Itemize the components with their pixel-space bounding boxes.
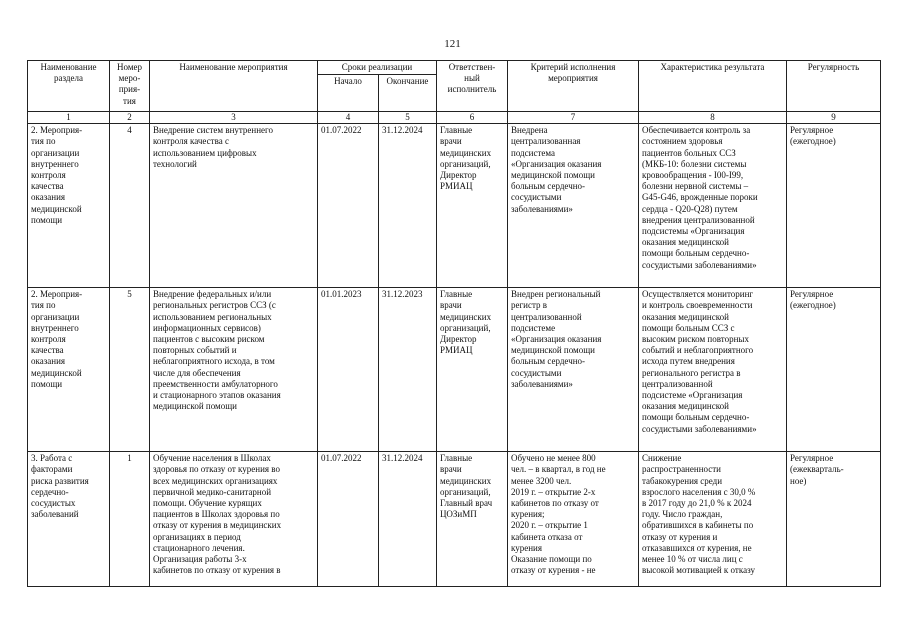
- column-number: 1: [28, 112, 110, 124]
- row-start: 01.07.2022: [318, 452, 379, 587]
- row-end: 31.12.2024: [379, 124, 437, 288]
- row-criterion: Внедрена централизованная подсистема «Организация оказания медицинской помощи больным сердечно- сосудистыми заболеваниями»: [508, 124, 639, 288]
- page-number: 121: [444, 38, 461, 50]
- column-numbers-row: [28, 112, 881, 124]
- row-responsible: Главные врачи медицинских организаций, Директор РМИАЦ: [437, 288, 508, 452]
- row-regularity: Регулярное (ежекварталь- ное): [787, 452, 881, 587]
- row-regularity: Регулярное (ежегодное): [787, 288, 881, 452]
- header-regularity: Регулярность: [787, 61, 881, 112]
- header-terms: Сроки реализации: [318, 61, 437, 75]
- header-end: Окончание: [379, 75, 437, 112]
- header-number: Номер меро- прия- тия: [110, 61, 150, 112]
- row-result: Осуществляется мониторинг и контроль своевременности оказания медицинской помощи больным ССЗ с высоким риском повторных событий и неблагоприятного исхода путем внедрения регионального регистра в централизованной подсистеме «Организация оказания медицинской помощи больным сердечно- сосудистыми заболеваниями»: [639, 288, 787, 452]
- table-row: [28, 288, 881, 452]
- column-number: 5: [379, 112, 437, 124]
- row-criterion: Внедрен региональный регистр в централизованной подсистеме «Организация оказания медицинской помощи больным сердечно- сосудистыми заболеваниями»: [508, 288, 639, 452]
- row-criterion-cell: [508, 452, 639, 587]
- row-number: 4: [110, 124, 150, 288]
- row-section: 3. Работа с факторами риска развития сердечно- сосудистых заболеваний: [28, 452, 110, 587]
- row-section: 2. Мероприя- тия по организации внутреннего контроля качества оказания медицинской помощи: [28, 288, 110, 452]
- header-criterion: Критерий исполнения мероприятия: [508, 61, 639, 112]
- column-number: 4: [318, 112, 379, 124]
- row-start: 01.07.2022: [318, 124, 379, 288]
- row-start: 01.01.2023: [318, 288, 379, 452]
- row-activity: Внедрение систем внутреннего контроля качества с использованием цифровых технологий: [150, 124, 318, 288]
- row-number: 5: [110, 288, 150, 452]
- column-number: 7: [508, 112, 639, 124]
- activities-table: [27, 60, 881, 587]
- row-responsible: Главные врачи медицинских организаций, Главный врач ЦОЗиМП: [437, 452, 508, 587]
- row-result: Снижение распространенности табакокурения среди взрослого населения с 30,0 % в 2017 году до 21,0 % к 2024 году. Число граждан, обратившихся в кабинеты по отказу от курения и отказавшихся от курения, не менее 10 % от числа лиц с высокой мотивацией к отказу: [642, 453, 756, 576]
- column-number: 2: [110, 112, 150, 124]
- row-criterion: Обучено не менее 800 чел. – в квартал, в год не менее 3200 чел. 2019 г. – открытие 2-х кабинетов по отказу от курения; 2020 г. – открытие 1 кабинета отказа от курения Оказание помощи по отказу от курения - не: [511, 453, 606, 576]
- row-number: 1: [110, 452, 150, 587]
- header-result: Характеристика результата: [639, 61, 787, 112]
- table-row: [28, 124, 881, 288]
- row-responsible: Главные врачи медицинских организаций, Директор РМИАЦ: [437, 124, 508, 288]
- row-activity: Внедрение федеральных и/или региональных регистров ССЗ (с использованием региональных информационных сервисов) пациентов с высоким риском повторных событий и неблагоприятного исхода, в том числе для обеспечения преемственности амбулаторного и стационарного этапов оказания медицинской помощи: [150, 288, 318, 452]
- row-regularity: Регулярное (ежегодное): [787, 124, 881, 288]
- row-activity-cell: [150, 452, 318, 587]
- header-start: Начало: [318, 75, 379, 112]
- column-number: 9: [787, 112, 881, 124]
- row-end: 31.12.2023: [379, 288, 437, 452]
- header-section: Наименование раздела: [28, 61, 110, 112]
- row-result-cell: [639, 452, 787, 587]
- column-number: 3: [150, 112, 318, 124]
- header-activity: Наименование мероприятия: [150, 61, 318, 112]
- table-row: [28, 452, 881, 587]
- column-number: 6: [437, 112, 508, 124]
- row-section: 2. Мероприя- тия по организации внутреннего контроля качества оказания медицинской помощи: [28, 124, 110, 288]
- row-result: Обеспечивается контроль за состоянием здоровья пациентов больных ССЗ (МКБ-10: болезни системы кровообращения - I00-I99, болезни нервной системы – G45-G46, врожденные пороки сердца - Q20-Q28) путем внедрения централизованной подсистемы «Организация оказания медицинской помощи больным сердечно- сосудистыми заболеваниями»: [639, 124, 787, 288]
- header-responsible: Ответствен- ный исполнитель: [437, 61, 508, 112]
- header-row: [28, 61, 881, 75]
- column-number: 8: [639, 112, 787, 124]
- row-end: 31.12.2024: [379, 452, 437, 587]
- row-activity: Обучение населения в Школах здоровья по отказу от курения во всех медицинских организациях первичной медико-санитарной помощи. Обучение курящих пациентов в Школах здоровья по отказу от курения в медицинских организациях в период стационарного лечения. Организация работы 3-х кабинетов по отказу от курения в: [153, 453, 282, 576]
